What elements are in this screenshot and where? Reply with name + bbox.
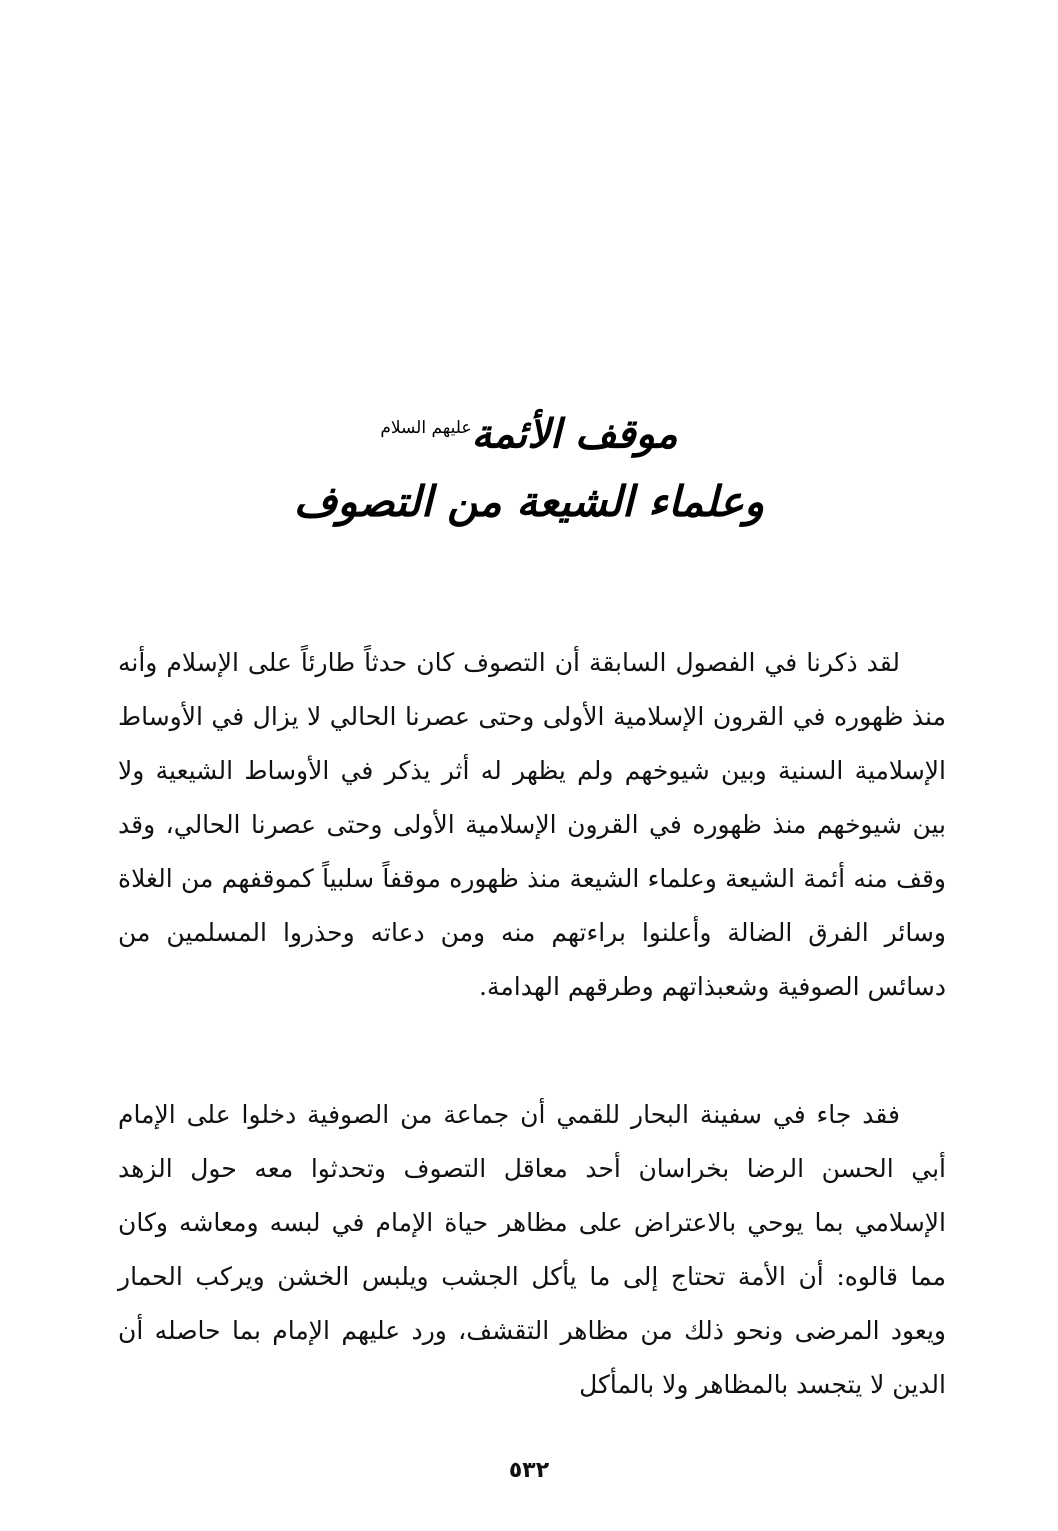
chapter-title-line-2: وعلماء الشيعة من التصوف	[293, 477, 765, 526]
body-paragraph-1: لقد ذكرنا في الفصول السابقة أن التصوف كان حدثاً طارئاً على الإسلام وأنه منذ ظهوره في القرون الإسلامية الأولى وحتى عصرنا الحالي لا يزال في الأوساط الإسلامية السنية وبين شيوخهم ولم يظهر له أثر يذكر في الأوساط الشيعية ولا بين شيوخهم منذ ظهوره في القرون الإسلامية الأولى وحتى عصرنا الحالي، وقد وقف منه أئمة الشيعة وعلماء الشيعة منذ ظهوره موقفاً سلبياً كموقفهم من الغلاة وسائر الفرق الضالة وأعلنوا براءتهم منه ومن دعاته وحذروا المسلمين من دسائس الصوفية وشعبذاتهم وطرقهم الهدامة.	[118, 648, 946, 1001]
chapter-title-line-1	[120, 398, 938, 464]
title-main-text: موقف الأئمة	[471, 410, 678, 458]
honorific-ligature: عليهم السلام	[380, 418, 472, 438]
page-number: ٥٣٢	[508, 1458, 550, 1483]
body-paragraph-2: فقد جاء في سفينة البحار للقمي أن جماعة من الصوفية دخلوا على الإمام أبي الحسن الرضا بخراسان أحد معاقل التصوف وتحدثوا معه حول الزهد الإسلامي بما يوحي بالاعتراض على مظاهر حياة الإمام في لبسه ومعاشه وكان مما قالوه: أن الأمة تحتاج إلى ما يأكل الجشب ويلبس الخشن ويركب الحمار ويعود المرضى ونحو ذلك من مظاهر التقشف، ورد عليهم الإمام بما حاصله أن الدين لا يتجسد بالمظاهر ولا بالمأكل	[118, 1100, 946, 1399]
